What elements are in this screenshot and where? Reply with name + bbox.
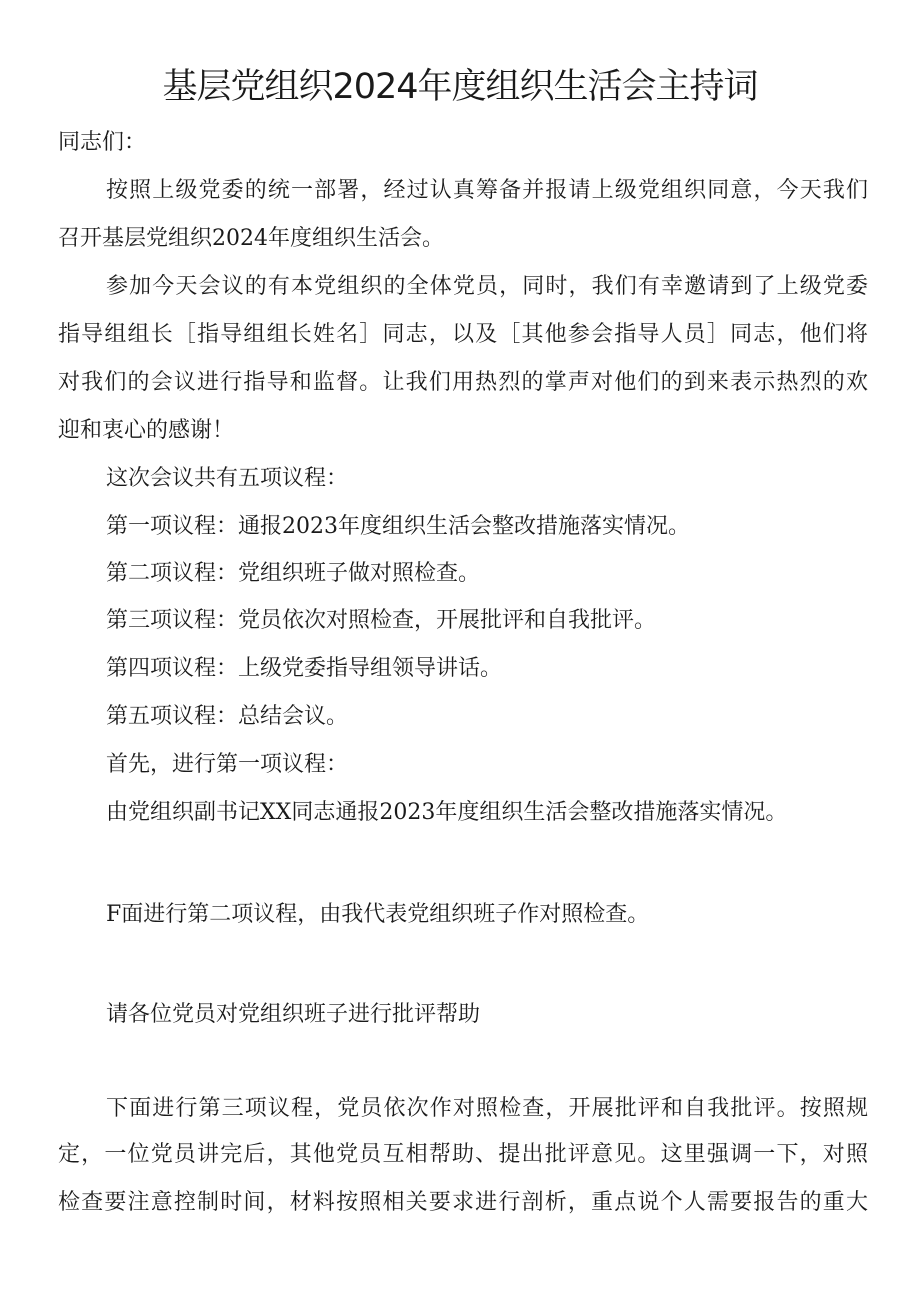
paragraph-attendees-line-4: 迎和衷心的感谢！ [58, 418, 235, 443]
first-item-detail: 由党组织副书记XX同志通报2023年度组织生活会整改措施落实情况。 [106, 800, 788, 825]
agenda-item-5: 第五项议程：总结会议。 [106, 704, 349, 729]
paragraph-third-item-line-1: 下面进行第三项议程，党员依次作对照检查，开展批评和自我批评。按照规 [106, 1096, 868, 1121]
agenda-intro: 这次会议共有五项议程： [106, 466, 349, 491]
agenda-item-2: 第二项议程：党组织班子做对照检查。 [106, 561, 481, 586]
first-item-heading: 首先，进行第一项议程： [106, 752, 349, 777]
paragraph-opening-line-2: 召开基层党组织2024年度组织生活会。 [58, 226, 444, 251]
agenda-item-4: 第四项议程：上级党委指导组领导讲话。 [106, 656, 503, 681]
paragraph-attendees-line-3: 对我们的会议进行指导和监督。让我们用热烈的掌声对他们的到来表示热烈的欢 [58, 370, 868, 395]
salutation: 同志们： [58, 130, 147, 155]
document-title: 基层党组织2024年度组织生活会主持词 [162, 67, 758, 107]
second-item-paragraph: F面进行第二项议程，由我代表党组织班子作对照检查。 [106, 902, 650, 927]
agenda-item-1: 第一项议程：通报2023年度组织生活会整改措施落实情况。 [106, 514, 690, 539]
paragraph-third-item-line-2: 定，一位党员讲完后，其他党员互相帮助、提出批评意见。这里强调一下，对照 [58, 1142, 868, 1167]
paragraph-attendees-line-2: 指导组组长［指导组组长姓名］同志，以及［其他参会指导人员］同志，他们将 [58, 322, 868, 347]
paragraph-opening-line-1: 按照上级党委的统一部署，经过认真筹备并报请上级党组织同意，今天我们 [106, 178, 868, 203]
criticism-paragraph: 请各位党员对党组织班子进行批评帮助 [106, 1002, 481, 1027]
agenda-item-3: 第三项议程：党员依次对照检查，开展批评和自我批评。 [106, 608, 657, 633]
paragraph-third-item-line-3: 检查要注意控制时间，材料按照相关要求进行剖析，重点说个人需要报告的重大 [58, 1190, 868, 1215]
paragraph-attendees-line-1: 参加今天会议的有本党组织的全体党员，同时，我们有幸邀请到了上级党委 [106, 274, 868, 299]
